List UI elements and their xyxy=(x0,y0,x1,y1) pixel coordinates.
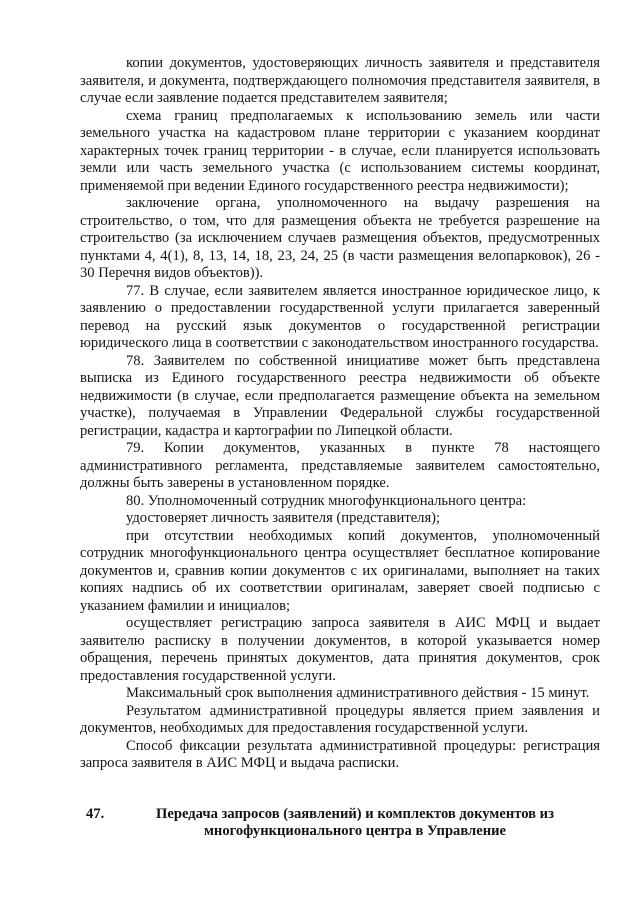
paragraph-max-time: Максимальный срок выполнения административного действия - 15 минут. xyxy=(126,685,590,701)
paragraph-registration: осуществляет регистрацию запроса заявителя в АИС МФЦ и выдает заявителю расписку в получении документов, в которой указывается номер обращения, перечень принятых документов, дата принятия документов, срок предоставления государственной услуги. xyxy=(80,615,600,684)
paragraph-identity-docs: копии документов, удостоверяющих личность заявителя и представителя заявителя, и документа, подтверждающего полномочия представителя заявителя, в случае если заявление подается представителем заявителя; xyxy=(80,55,600,106)
paragraph-79: 79. Копии документов, указанных в пункте 78 настоящего административного регламента, представляемые заявителем самостоятельно, должны быть заверены в установленном порядке. xyxy=(80,440,600,491)
paragraph-boundary-scheme: схема границ предполагаемых к использованию земель или части земельного участка на кадастровом плане территории с указанием координат характерных точек границ территории - в случае, если планируется использовать земли или часть земельного участка (с использованием системы координат, применяемой при ведении Единого государственного реестра недвижимости); xyxy=(80,107,600,194)
paragraph-copying: при отсутствии необходимых копий документов, уполномоченный сотрудник многофункционального центра осуществляет бесплатное копирование документов и, сравнив копии документов с их оригиналами, выполняет на таких копиях надпись об их соответствии оригиналам, заверяет своей подписью с указанием фамилии и инициалов; xyxy=(80,527,600,614)
paragraph-authority-conclusion: заключение органа, уполномоченного на выдачу разрешения на строительство, о том, что для размещения объекта не требуется разрешение на строительство (за исключением случаев размещения объектов, предусмотренных пунктами 4, 4(1), 8, 13, 14, 18, 23, 24, 25 (в части размещения велопарковок), 26 - 30 Перечня видов объектов)). xyxy=(80,195,600,281)
paragraph-78: 78. Заявителем по собственной инициативе может быть представлена выписка из Единого государственного реестра недвижимости об объекте недвижимости (в случае, если предполагается размещение объекта на земельном участке), получаемая в Управлении Федеральной службы государственной регистрации, кадастра и картографии по Липецкой области. xyxy=(80,352,600,439)
section-number: 47. xyxy=(86,805,105,822)
section-title: Передача запросов (заявлений) и комплектов документов из многофункционального центра в Управление xyxy=(156,805,554,839)
paragraph-verify-identity: удостоверяет личность заявителя (представителя); xyxy=(126,510,441,526)
paragraph-fixation: Способ фиксации результата административной процедуры: регистрация запроса заявителя в АИС МФЦ и выдача расписки. xyxy=(80,737,600,771)
paragraph-77: 77. В случае, если заявителем является иностранное юридическое лицо, к заявлению о предоставлении государственной услуги прилагается заверенный перевод на русский язык документов о государственной регистрации юридического лица в соответствии с законодательством иностранного государства. xyxy=(80,282,600,351)
paragraph-80: 80. Уполномоченный сотрудник многофункционального центра: xyxy=(126,492,527,509)
section-heading xyxy=(80,806,600,841)
paragraph-result: Результатом административной процедуры является прием заявления и документов, необходимых для предоставления государственной услуги. xyxy=(80,702,600,736)
document-page xyxy=(80,55,600,841)
